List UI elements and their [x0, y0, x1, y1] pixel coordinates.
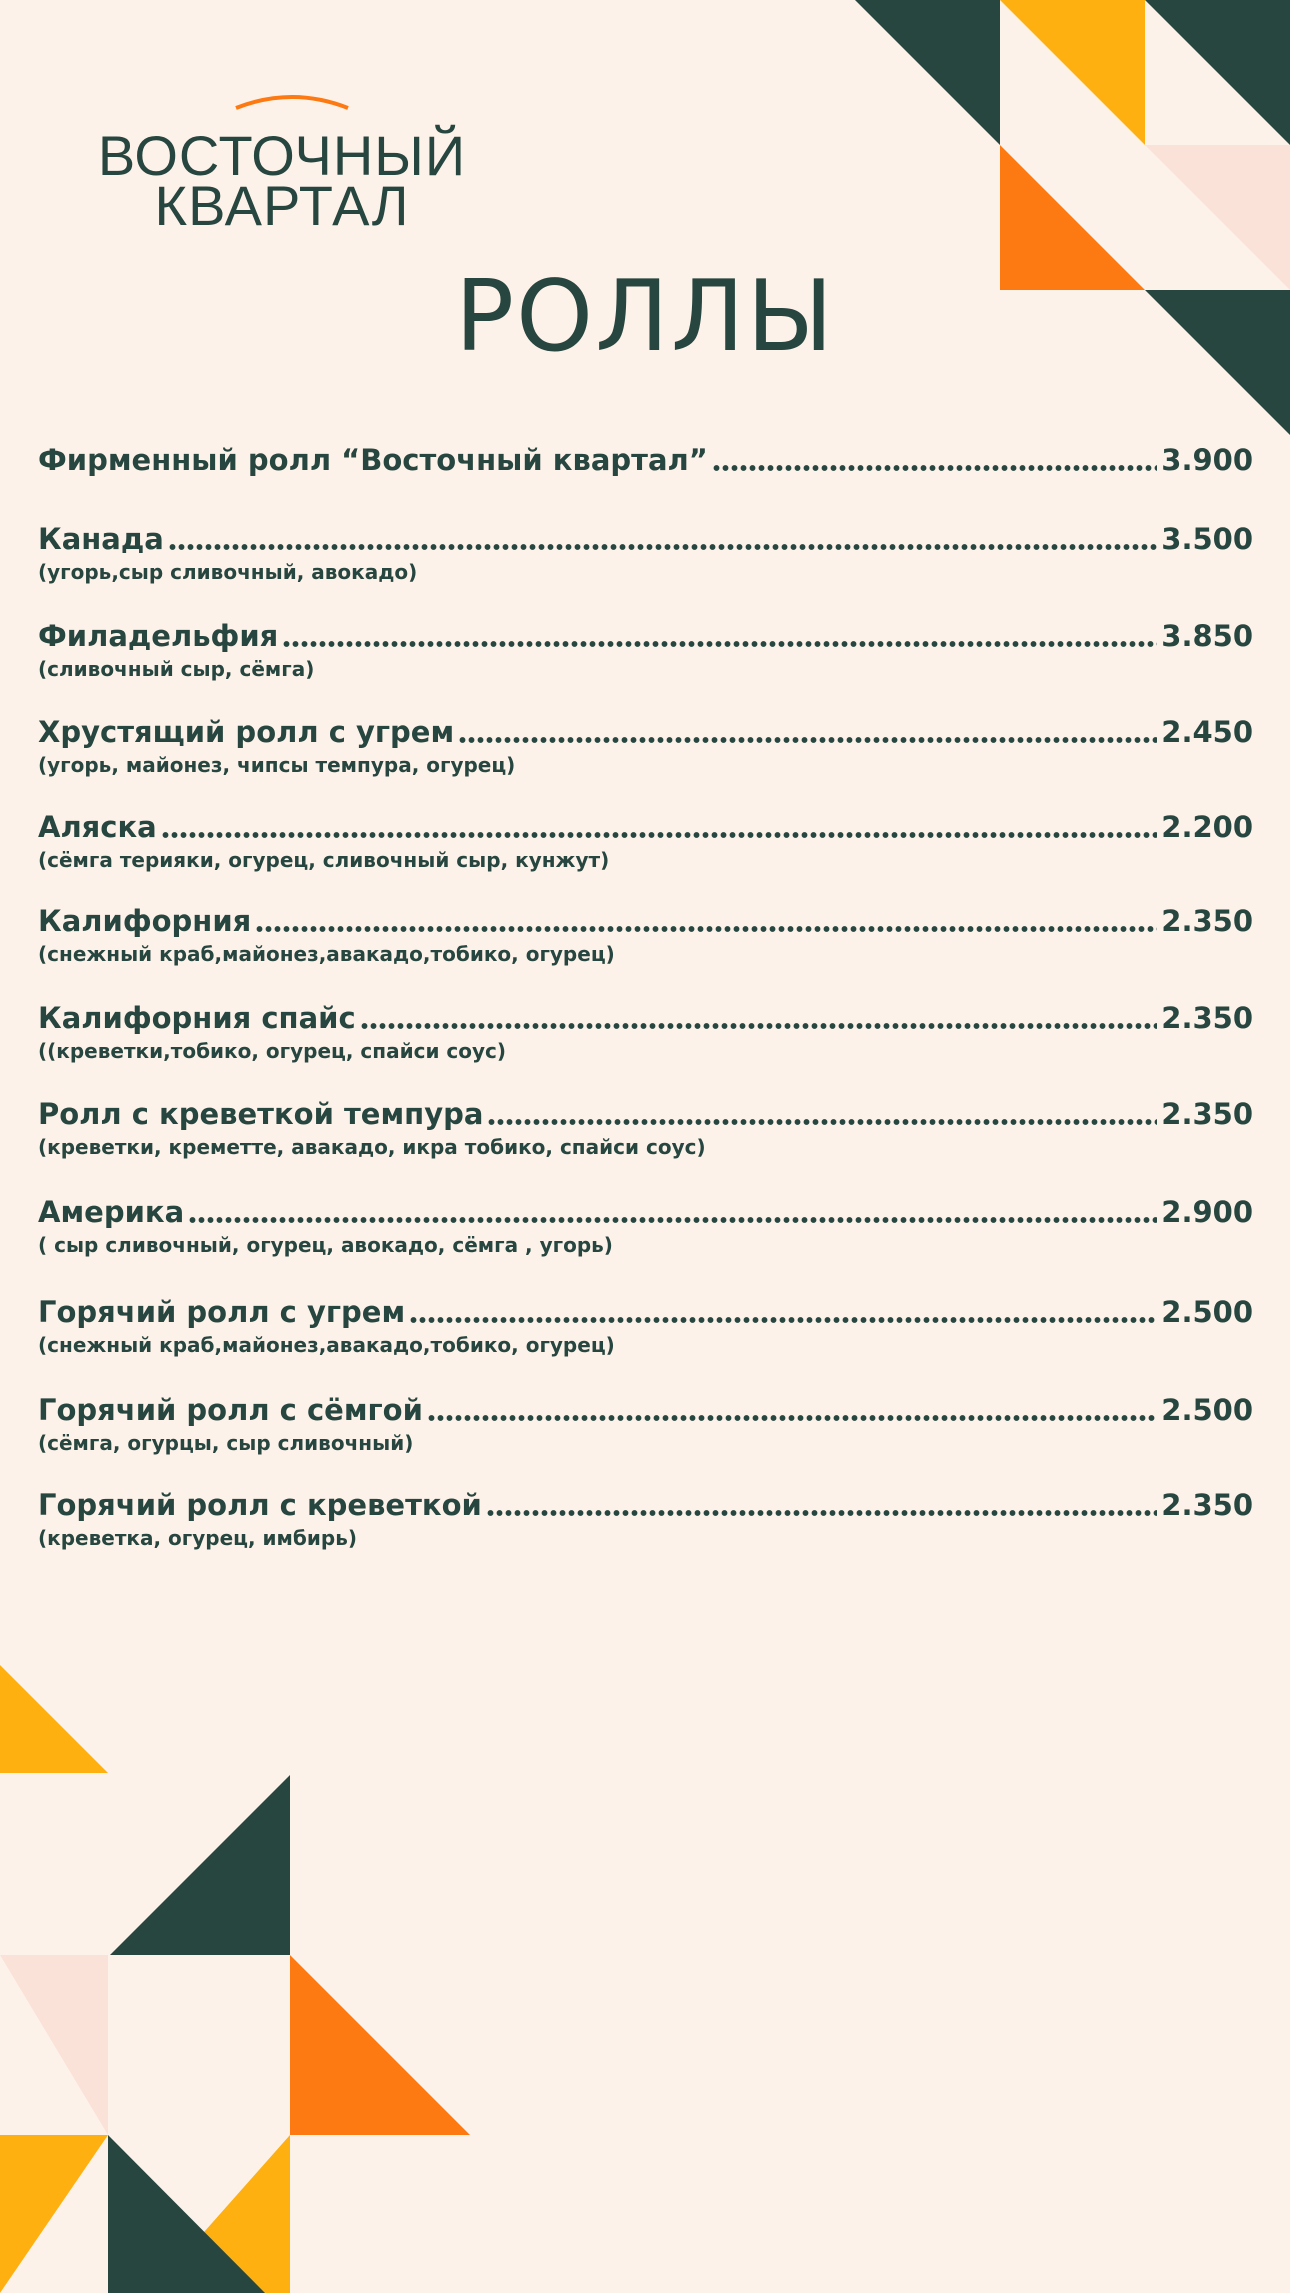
dotted-leader [486, 1508, 1157, 1518]
menu-item [38, 999, 1253, 1063]
menu-item [38, 1293, 1253, 1357]
brand-logo [72, 92, 492, 242]
decor-triangle [0, 1665, 108, 1773]
item-price: 3.900 [1161, 443, 1253, 477]
dotted-leader [282, 639, 1157, 649]
item-name: Канада [38, 522, 164, 556]
item-name: Горячий ролл с креветкой [38, 1488, 482, 1522]
item-description: (сёмга терияки, огурец, сливочный сыр, кунжут) [38, 848, 610, 872]
decor-triangle [110, 1775, 290, 1955]
item-name: Калифорния спайс [38, 1001, 356, 1035]
item-price: 2.500 [1161, 1295, 1253, 1329]
page-title: РОЛЛЫ [454, 260, 836, 374]
menu-item [38, 520, 1253, 584]
menu-item [38, 1193, 1253, 1257]
item-description: (креветка, огурец, имбирь) [38, 1526, 357, 1550]
dotted-leader [409, 1315, 1157, 1325]
brand-name-line1: ВОСТОЧНЫЙ [97, 124, 467, 187]
item-name: Филадельфия [38, 619, 279, 653]
decor-triangle [1145, 0, 1290, 145]
menu-item [38, 1391, 1253, 1455]
dotted-leader [360, 1021, 1158, 1031]
item-description: (креветки, креметте, авакадо, икра тобико, спайси соус) [38, 1135, 706, 1159]
item-name: Калифорния [38, 904, 252, 938]
item-description: (угорь, майонез, чипсы темпура, огурец) [38, 753, 516, 777]
menu-item [38, 1095, 1253, 1159]
item-name: Хрустящий ролл с угрем [38, 715, 455, 749]
dotted-leader [168, 542, 1157, 552]
item-description: (снежный краб,майонез,авакадо,тобико, огурец) [38, 942, 615, 966]
dotted-leader [188, 1215, 1157, 1225]
item-description: (сливочный сыр, сёмга) [38, 657, 315, 681]
menu-item [38, 902, 1253, 966]
menu-item [38, 441, 1253, 479]
item-name: Аляска [38, 810, 157, 844]
item-description: ((креветки,тобико, огурец, спайси соус) [38, 1039, 507, 1063]
item-price: 2.500 [1161, 1393, 1253, 1427]
dotted-leader [712, 463, 1157, 473]
menu-item [38, 1486, 1253, 1550]
item-description: (угорь,сыр сливочный, авокадо) [38, 560, 418, 584]
item-description: (снежный краб,майонез,авакадо,тобико, огурец) [38, 1333, 615, 1357]
decor-triangle [290, 1955, 470, 2135]
brand-name-line2: КВАРТАЛ [154, 174, 410, 237]
dotted-leader [487, 1117, 1157, 1127]
item-price: 2.200 [1161, 810, 1253, 844]
menu-item [38, 713, 1253, 777]
item-price: 2.350 [1161, 904, 1253, 938]
item-price: 3.500 [1161, 522, 1253, 556]
logo-roof-icon [232, 92, 352, 112]
menu-item [38, 808, 1253, 872]
menu-item [38, 617, 1253, 681]
item-price: 2.350 [1161, 1488, 1253, 1522]
item-price: 2.350 [1161, 1097, 1253, 1131]
item-price: 3.850 [1161, 619, 1253, 653]
decor-triangle [0, 2135, 108, 2293]
decor-triangle [855, 0, 1000, 145]
decor-triangle [0, 1955, 108, 2135]
item-price: 2.900 [1161, 1195, 1253, 1229]
item-price: 2.450 [1161, 715, 1253, 749]
item-description: ( сыр сливочный, огурец, авокадо, сёмга , угорь) [38, 1233, 613, 1257]
dotted-leader [427, 1413, 1157, 1423]
dotted-leader [255, 924, 1157, 934]
item-name: Фирменный ролл “Восточный квартал” [38, 443, 708, 477]
decor-triangle [1000, 0, 1145, 145]
item-name: Ролл с креветкой темпура [38, 1097, 484, 1131]
dotted-leader [161, 830, 1158, 840]
item-description: (сёмга, огурцы, сыр сливочный) [38, 1431, 414, 1455]
item-name: Горячий ролл с угрем [38, 1295, 406, 1329]
item-name: Горячий ролл с сёмгой [38, 1393, 423, 1427]
dotted-leader [458, 735, 1157, 745]
item-price: 2.350 [1161, 1001, 1253, 1035]
item-name: Америка [38, 1195, 185, 1229]
